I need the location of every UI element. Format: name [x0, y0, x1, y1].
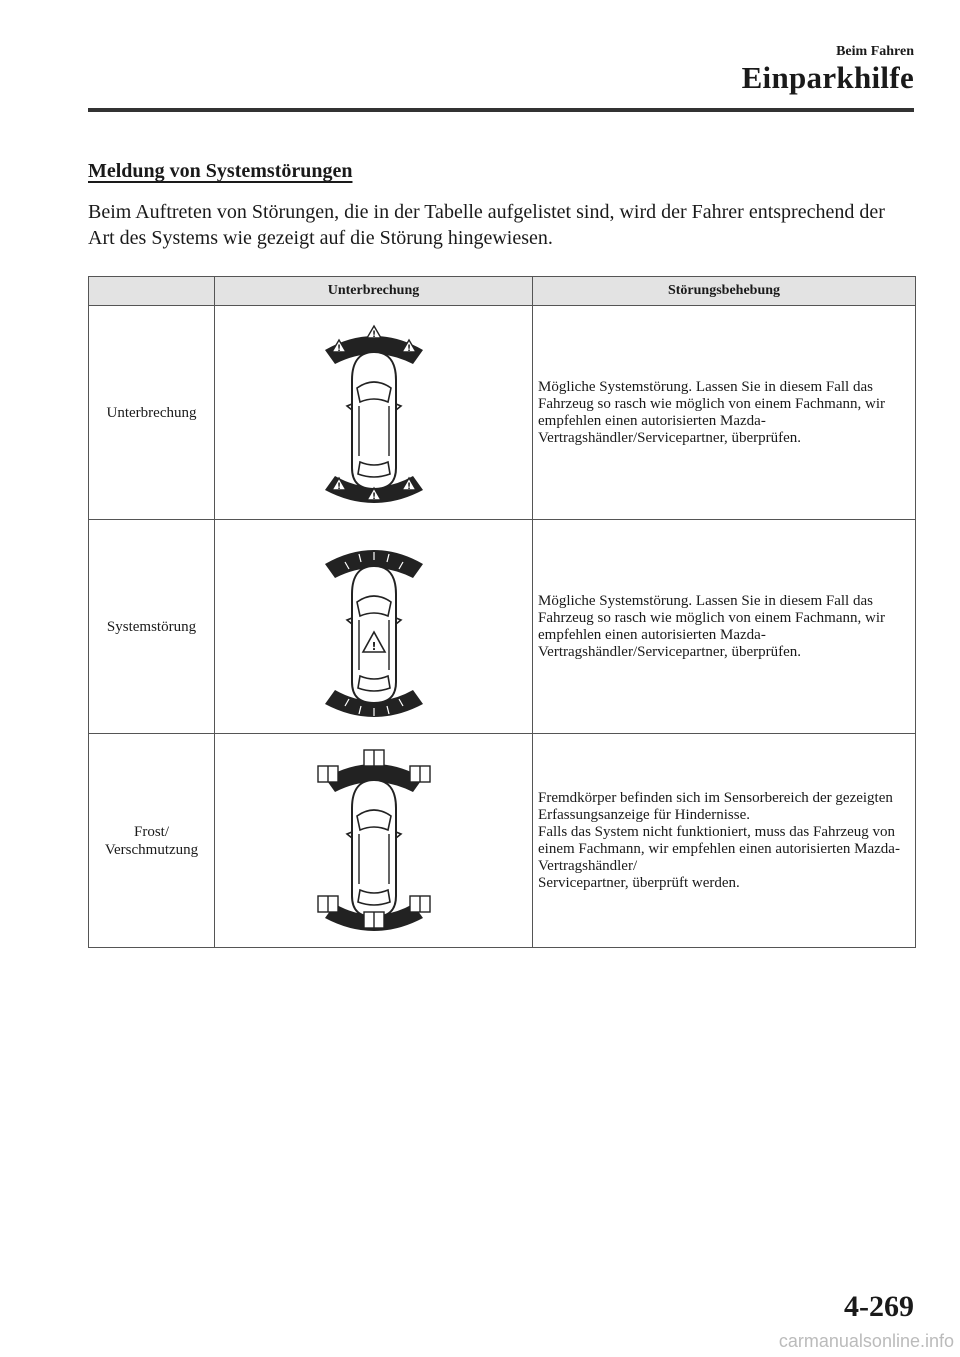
indicator-cell: [215, 734, 533, 948]
header-cell-cause: [89, 277, 215, 306]
svg-text:!: !: [336, 481, 341, 492]
car-warning-all-icon: [319, 318, 429, 508]
table-row: [89, 306, 916, 520]
header-rule: [88, 108, 914, 112]
svg-text:!: !: [406, 481, 411, 492]
table-header-row: [89, 277, 916, 306]
cause-cell: Systemstörung: [89, 520, 215, 734]
cause-cell: Unterbrechung: [89, 306, 215, 520]
cause-cell: Frost/ Verschmutzung: [89, 734, 215, 948]
svg-text:!: !: [406, 343, 411, 354]
running-header-section: Beim Fahren: [836, 44, 914, 59]
svg-text:!: !: [336, 343, 341, 354]
svg-text:!: !: [371, 491, 376, 502]
intro-paragraph: Beim Auftreten von Störungen, die in der Tabelle aufgelistet sind, wird der Fahrer entsprechend der Art des Systems wie gezeigt auf die Störung hingewiesen.: [88, 201, 885, 249]
header-cell-indicator: Unterbrechung: [215, 277, 533, 306]
indicator-cell: [215, 520, 533, 734]
car-sensor-dirt-icon: [314, 746, 434, 936]
running-header-title: Einparkhilfe: [741, 60, 914, 95]
page-number: 4-269: [844, 1290, 914, 1323]
footer-watermark: carmanualsonline.info: [778, 1331, 954, 1351]
svg-text:!: !: [370, 639, 377, 653]
section-title: Meldung von Systemstörungen: [88, 160, 353, 182]
fault-table: [88, 276, 916, 948]
remedy-cell: Mögliche Systemstörung. Lassen Sie in diesem Fall das Fahrzeug so rasch wie möglich von einem Fachmann, wir empfehlen einen autorisierten Mazda-Vertragshändler/Servicepartner, überprüfen.: [533, 520, 916, 734]
car-system-fault-icon: [319, 532, 429, 722]
header-cell-remedy: Störungsbehebung: [533, 277, 916, 306]
table-row: [89, 734, 916, 948]
indicator-cell: [215, 306, 533, 520]
svg-text:!: !: [371, 329, 376, 340]
remedy-cell: Mögliche Systemstörung. Lassen Sie in diesem Fall das Fahrzeug so rasch wie möglich von einem Fachmann, wir empfehlen einen autorisierten Mazda-Vertragshändler/Servicepartner, überprüfen.: [533, 306, 916, 520]
table-row: [89, 520, 916, 734]
remedy-cell: Fremdkörper befinden sich im Sensorbereich der gezeigten Erfassungsanzeige für Hindernisse. Falls das System nicht funktioniert, muss das Fahrzeug von einem Fachmann, wir empfehlen einen autorisierten Mazda-Vertragshändler/ Servicepartner, überprüft werden.: [533, 734, 916, 948]
